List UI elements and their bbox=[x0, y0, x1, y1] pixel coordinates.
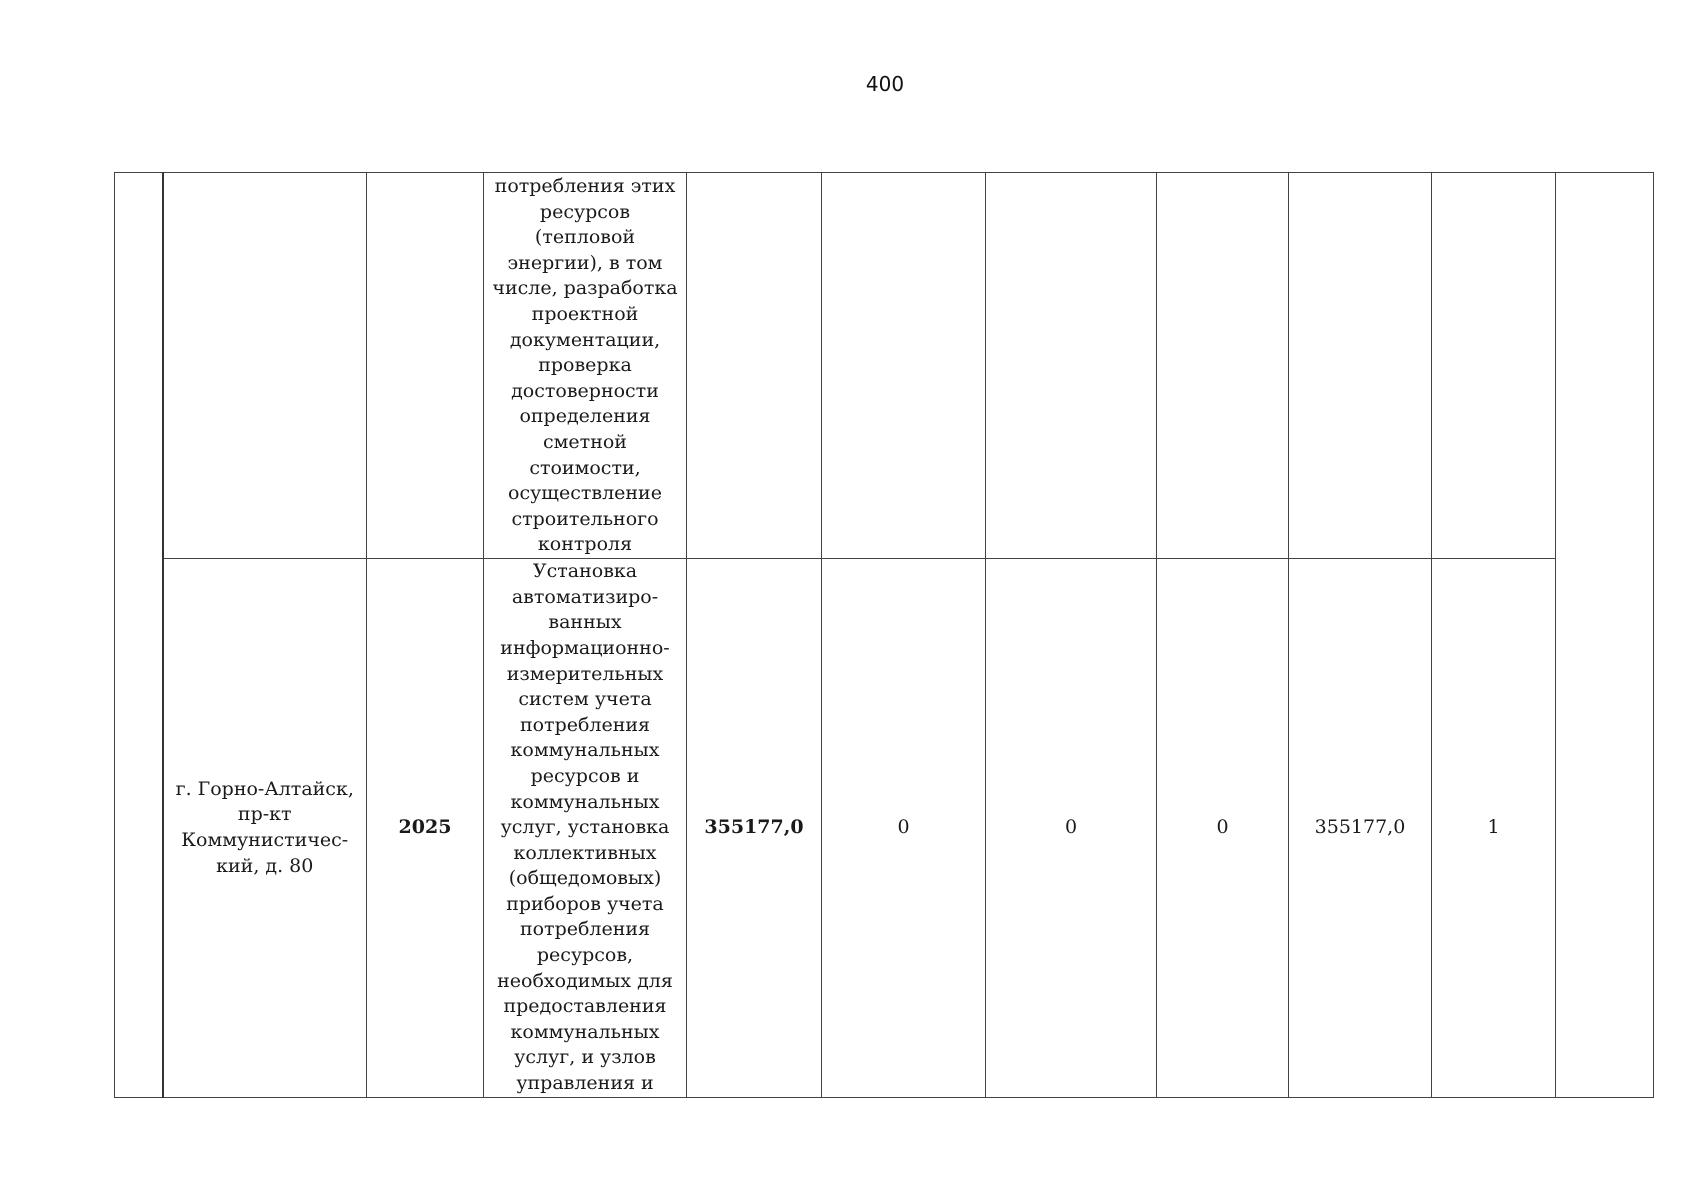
owner-funds-cell: 355177,0 bbox=[1289, 558, 1432, 1097]
table-row bbox=[115, 173, 1654, 559]
quantity-cell bbox=[1432, 173, 1556, 559]
year-cell: 2025 bbox=[367, 558, 484, 1097]
year-cell bbox=[367, 173, 484, 559]
regional-funds-cell: 0 bbox=[986, 558, 1157, 1097]
address-cell: г. Горно-Алтайск, пр-кт Коммунистичес- кий, д. 80 bbox=[163, 558, 367, 1097]
last-column-cell bbox=[1556, 173, 1654, 1098]
local-funds-cell bbox=[1157, 173, 1289, 559]
federal-funds-cell: 0 bbox=[822, 558, 986, 1097]
work-description-cell: потребления этих ресурсов (тепловой энергии), в том числе, разработка проектной документации, проверка достоверности определения сметной стоимости, осуществление строительного контроля bbox=[484, 173, 687, 559]
total-cost-cell bbox=[687, 173, 822, 559]
program-table bbox=[114, 172, 1654, 1098]
work-description-cell: Установка автоматизиро- ванных информационно- измерительных систем учета потребления коммунальных ресурсов и коммунальных услуг, установка коллективных (общедомовых) приборов учета потребления ресурсов, необходимых для предоставления коммунальных услуг, и узлов управления и bbox=[484, 558, 687, 1097]
table-row bbox=[115, 558, 1654, 1097]
address-cell bbox=[163, 173, 367, 559]
federal-funds-cell bbox=[822, 173, 986, 559]
row-number-cell bbox=[115, 173, 163, 1098]
regional-funds-cell bbox=[986, 173, 1157, 559]
owner-funds-cell bbox=[1289, 173, 1432, 559]
page-number: 400 bbox=[865, 72, 905, 96]
local-funds-cell: 0 bbox=[1157, 558, 1289, 1097]
total-cost-cell: 355177,0 bbox=[687, 558, 822, 1097]
quantity-cell: 1 bbox=[1432, 558, 1556, 1097]
